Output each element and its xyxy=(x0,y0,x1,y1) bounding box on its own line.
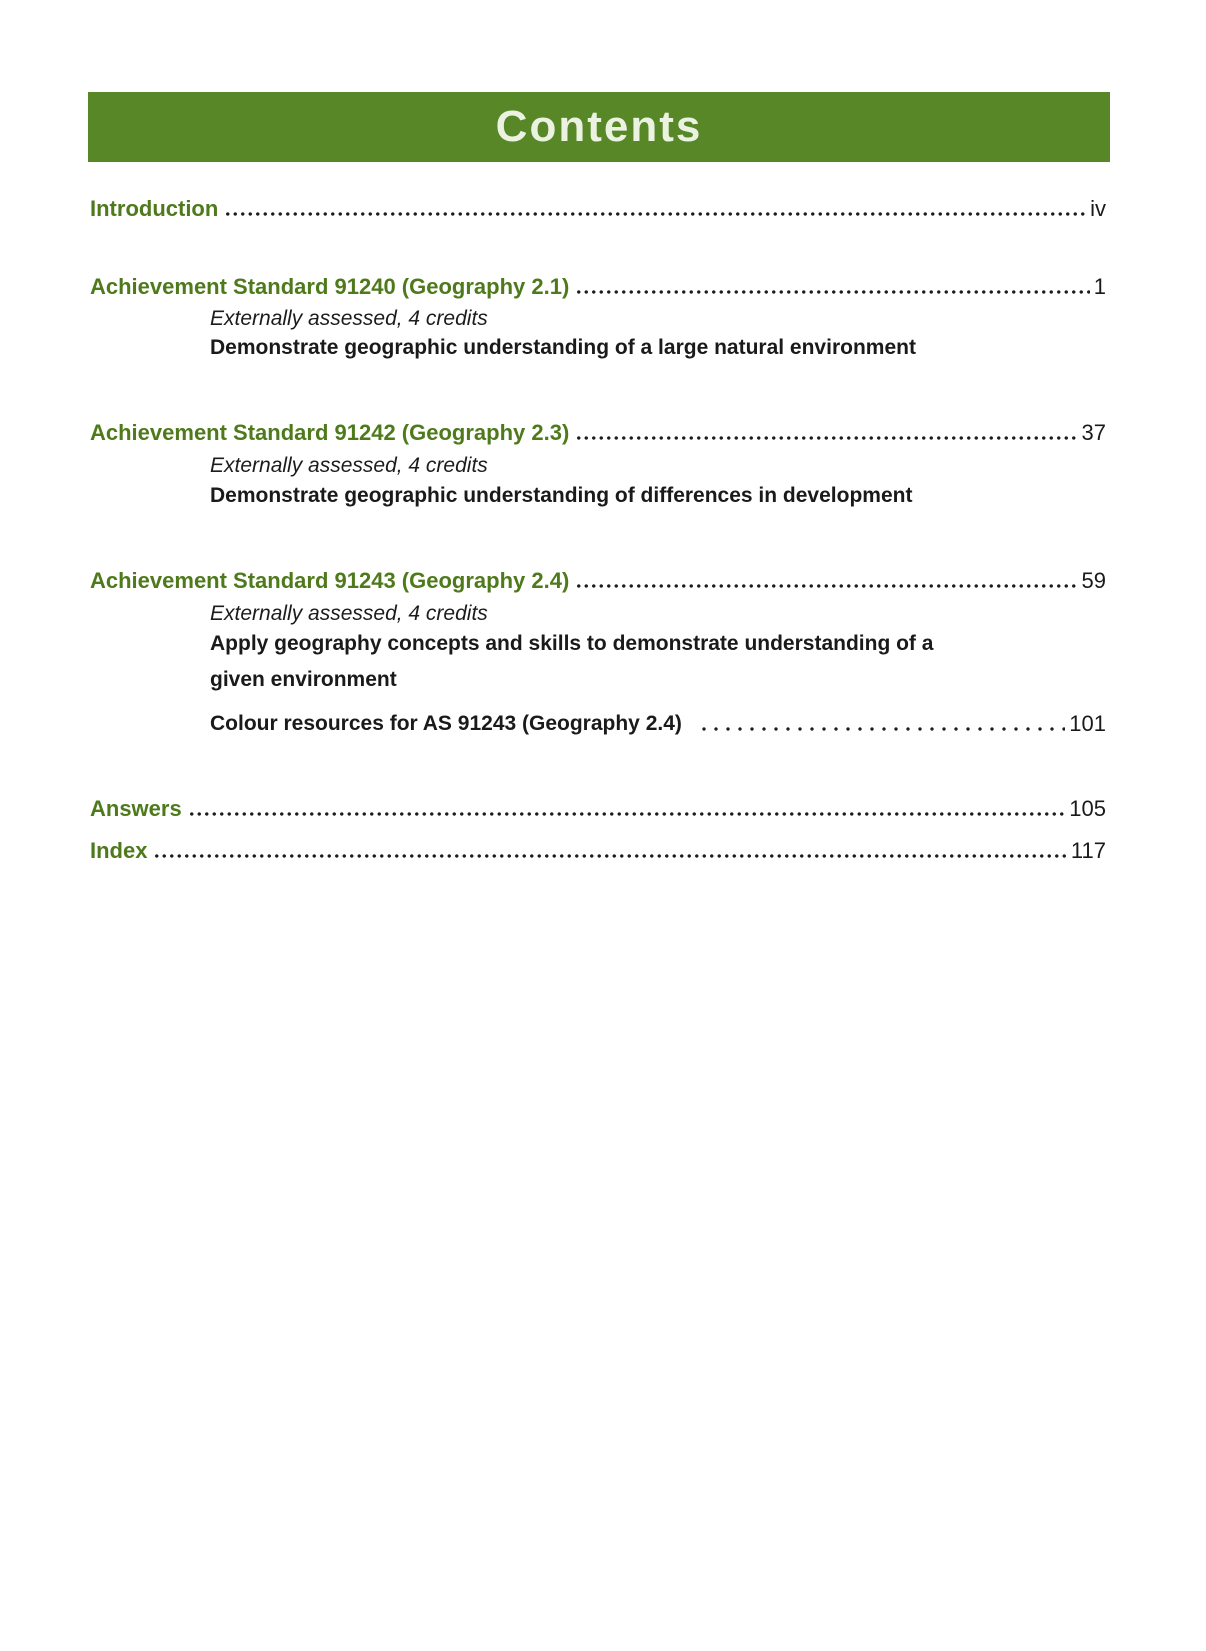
toc-entry-introduction xyxy=(90,196,1106,222)
dot-leader xyxy=(698,726,1065,732)
dot-leader xyxy=(153,853,1066,859)
dot-leader xyxy=(575,583,1077,589)
toc-entry-colour-resources xyxy=(210,711,1106,737)
page-title: Contents xyxy=(495,102,703,151)
section-description: Demonstrate geographic understanding of a large natural environment xyxy=(210,336,916,359)
assessment-note: Externally assessed, 4 credits xyxy=(210,307,488,330)
section-description: Apply geography concepts and skills to demonstrate understanding of a given environment xyxy=(210,632,934,691)
dot-leader xyxy=(224,211,1086,217)
toc-entry-index xyxy=(90,838,1106,864)
assessment-note: Externally assessed, 4 credits xyxy=(210,602,488,625)
entry-label: Colour resources for AS 91243 (Geography 2.4) xyxy=(210,712,682,735)
entry-page-number: 117 xyxy=(1070,838,1106,863)
section-page-number: 59 xyxy=(1081,568,1106,593)
section-heading: Achievement Standard 91240 (Geography 2.1) xyxy=(90,274,570,299)
toc-section-91243-row xyxy=(90,568,1106,594)
entry-label: Index xyxy=(90,838,148,863)
section-page-number: 37 xyxy=(1081,420,1106,445)
toc-section-91240-row xyxy=(90,274,1106,300)
entry-label: Answers xyxy=(90,796,182,821)
entry-page-number: iv xyxy=(1090,196,1106,221)
dot-leader xyxy=(575,289,1089,295)
section-description: Demonstrate geographic understanding of differences in development xyxy=(210,484,913,507)
section-page-number: 1 xyxy=(1093,274,1106,299)
dot-leader xyxy=(188,811,1066,817)
toc-entry-answers xyxy=(90,796,1106,822)
section-heading: Achievement Standard 91243 (Geography 2.4) xyxy=(90,568,570,593)
entry-page-number: 105 xyxy=(1069,796,1106,821)
entry-label: Introduction xyxy=(90,196,219,221)
contents-header-bar xyxy=(88,92,1110,162)
assessment-note: Externally assessed, 4 credits xyxy=(210,454,488,477)
section-heading: Achievement Standard 91242 (Geography 2.3) xyxy=(90,420,570,445)
toc-section-91242-row xyxy=(90,420,1106,446)
entry-page-number: 101 xyxy=(1069,711,1106,736)
dot-leader xyxy=(575,435,1077,441)
